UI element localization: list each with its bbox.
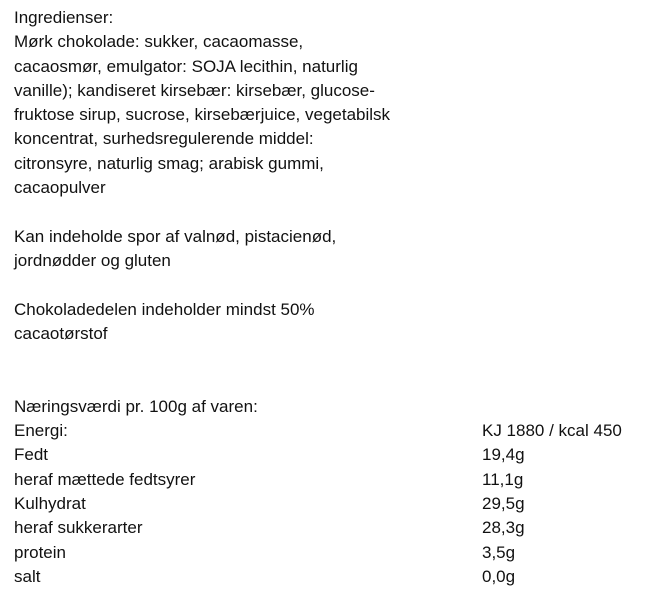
nutrition-row [14,565,644,589]
nutrition-value: 28,3g [482,518,525,538]
nutrition-row [14,419,644,443]
nutrition-label: Kulhydrat [14,493,86,513]
nutrition-row [14,443,644,467]
ingredients-line: cacaosmør, emulgator: SOJA lecithin, naturlig [14,56,358,76]
nutrition-value: 19,4g [482,445,525,465]
nutrition-label: protein [14,542,66,562]
nutrition-row [14,516,644,540]
nutrition-row [14,468,644,492]
ingredients-line: koncentrat, surhedsregulerende middel: [14,129,314,149]
nutrition-value: 29,5g [482,493,525,513]
ingredients-section [14,6,644,200]
nutrition-value: 3,5g [482,542,516,562]
allergen-line: Kan indeholde spor af valnød, pistacienød, [14,226,337,246]
allergen-section [14,225,644,274]
nutrition-value: 0,0g [482,566,516,586]
spacer [14,200,644,224]
label-document [14,6,644,589]
spacer [14,273,644,297]
nutrition-heading: Næringsværdi pr. 100g af varen: [14,396,258,416]
ingredients-line: fruktose sirup, sucrose, kirsebærjuice, vegetabilsk [14,105,391,125]
nutrition-label: Fedt [14,445,49,465]
nutrition-label: salt [14,566,41,586]
nutrition-value: KJ 1880 / kcal 450 [482,421,622,441]
nutrition-row [14,541,644,565]
ingredients-line: citronsyre, naturlig smag; arabisk gummi, [14,153,324,173]
cocoa-line: cacaotørstof [14,323,108,343]
ingredients-line: cacaopulver [14,178,106,198]
spacer [14,346,644,395]
cocoa-content-section [14,298,644,347]
nutrition-value: 11,1g [482,469,524,489]
ingredients-heading: Ingredienser: [14,8,114,27]
ingredients-line: Mørk chokolade: sukker, cacaomasse, [14,32,304,52]
nutrition-label: Energi: [14,421,68,441]
allergen-line: jordnødder og gluten [14,250,171,270]
nutrition-section [14,395,644,589]
nutrition-label: heraf mættede fedtsyrer [14,469,196,489]
nutrition-row [14,492,644,516]
cocoa-line: Chokoladedelen indeholder mindst 50% [14,299,315,319]
nutrition-label: heraf sukkerarter [14,518,143,538]
ingredients-line: vanille); kandiseret kirsebær: kirsebær, glucose- [14,80,375,100]
